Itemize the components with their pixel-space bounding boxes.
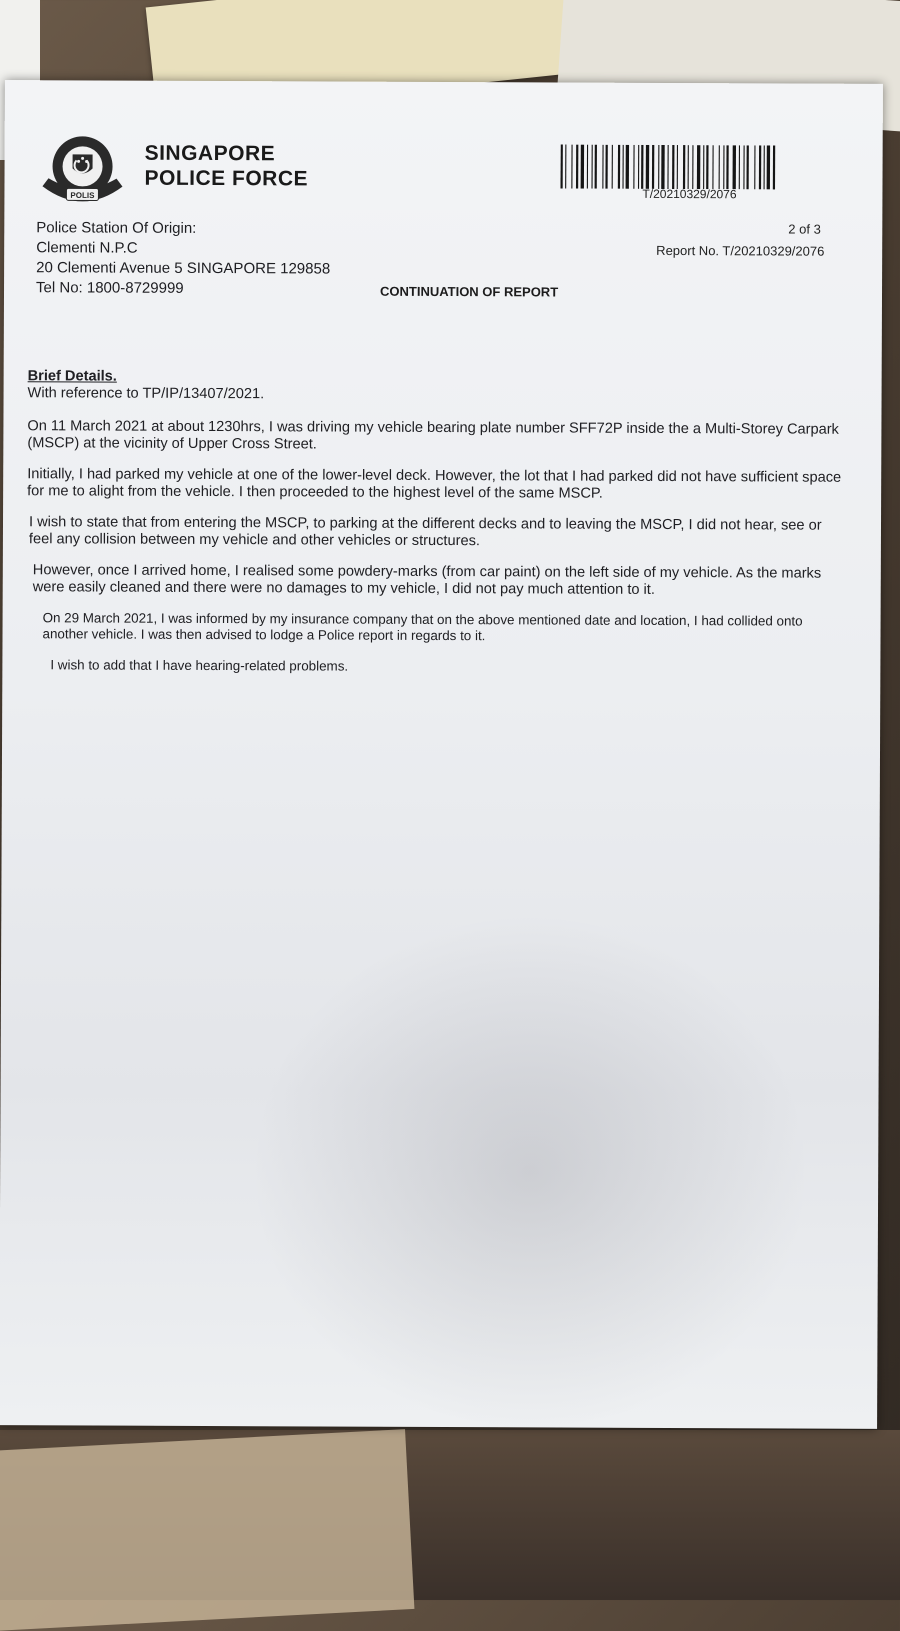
station-tel: Tel No: 1800-8729999 <box>35 279 184 297</box>
page-number: 2 of 3 <box>788 221 821 237</box>
paragraph: I wish to add that I have hearing-related problems. <box>50 657 349 674</box>
station-origin <box>36 218 330 299</box>
report-number: Report No. T/20210329/2076 <box>656 242 825 259</box>
paragraph: On 29 March 2021, I was informed by my insurance company that on the above mentioned date and location, I had collided onto another vehicle. I was then advised to lodge a Police report in regards to it. <box>42 610 803 644</box>
paragraph: However, once I arrived home, I realised some powdery-marks (from car paint) on the left side of my vehicle. As the marks were easily cleaned and there were no damages to my vehicle, I did not pay much attention to it. <box>32 562 822 598</box>
background-banknote <box>0 1429 414 1631</box>
crest-label: POLIS <box>70 190 95 200</box>
barcode-number: T/20210329/2076 <box>642 186 737 202</box>
station-address: 20 Clementi Avenue 5 SINGAPORE 129858 <box>36 259 331 278</box>
police-report-page <box>0 80 883 1429</box>
org-name-line1: SINGAPORE <box>144 141 276 166</box>
paragraph: I wish to state that from entering the MSCP, to parking at the different decks and to leaving the MSCP, I did not hear, see or feel any collision between my vehicle and other vehicles or structures. <box>28 514 822 550</box>
org-name <box>144 141 308 192</box>
report-title: CONTINUATION OF REPORT <box>379 283 559 300</box>
brief-heading: Brief Details. <box>27 368 117 385</box>
barcode <box>560 145 832 190</box>
brief-details <box>26 368 847 691</box>
reference-line: With reference to TP/IP/13407/2021. <box>27 385 265 403</box>
paragraph: On 11 March 2021 at about 1230hrs, I was driving my vehicle bearing plate number SFF72P inside the a Multi-Storey Carpark (MSCP) at the vicinity of Upper Cross Street. <box>27 418 839 453</box>
station-name: Clementi N.P.C <box>36 239 138 257</box>
paragraph: Initially, I had parked my vehicle at one of the lower-level deck. However, the lot that I had parked did not have sufficient space for me to alight from the vehicle. I then proceeded to the highest level of the same MSCP. <box>27 466 842 502</box>
origin-label: Police Station Of Origin: <box>36 219 197 237</box>
police-crest-icon <box>38 130 134 210</box>
shadow <box>249 911 811 1433</box>
org-name-line2: POLICE FORCE <box>144 166 309 191</box>
